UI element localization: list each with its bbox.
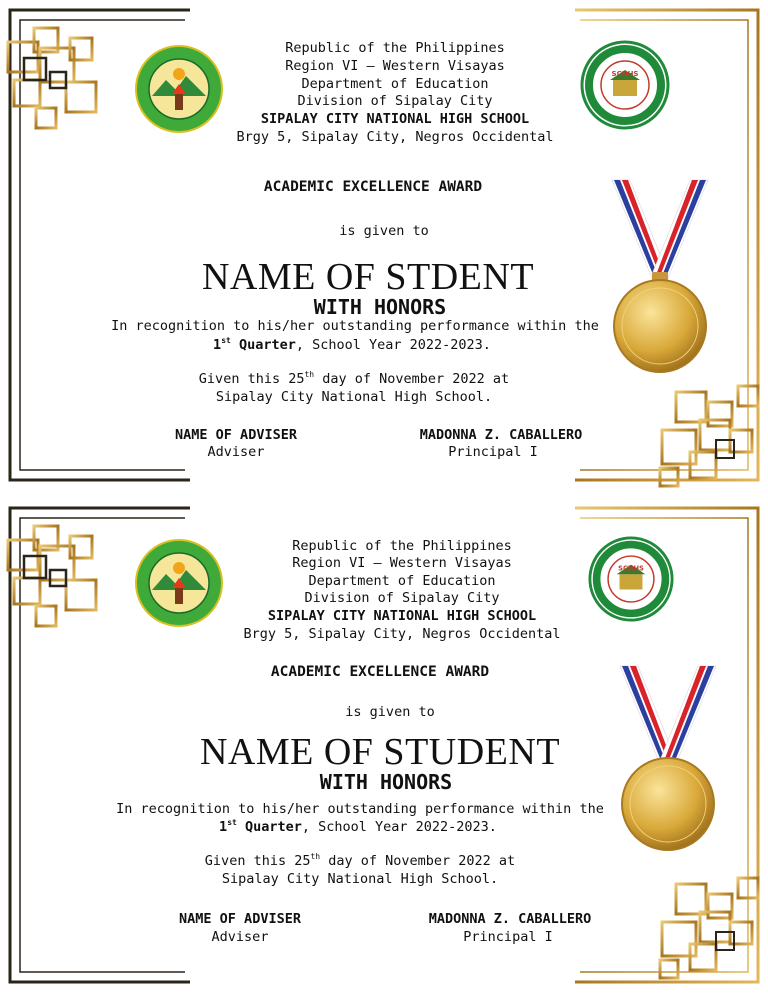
given-place: Sipalay City National High School. bbox=[215, 389, 493, 405]
quarter-number: 1 bbox=[219, 819, 228, 835]
principal-role: Principal I bbox=[463, 929, 553, 945]
school-seal-icon bbox=[588, 536, 674, 622]
header-department: Department of Education bbox=[301, 76, 489, 92]
principal-role: Principal I bbox=[448, 444, 538, 460]
given-date-line bbox=[205, 853, 515, 870]
principal-name: MADONNA Z. CABALLERO bbox=[428, 911, 592, 927]
given-date-rest: day of November 2022 at bbox=[314, 371, 510, 387]
honor-title: WITH HONORS bbox=[313, 295, 447, 319]
adviser-role: Adviser bbox=[211, 929, 269, 945]
school-seal-abbr: SCNHS bbox=[611, 70, 639, 78]
header-division: Division of Sipalay City bbox=[297, 93, 493, 109]
quarter-word: Quarter bbox=[238, 337, 296, 353]
award-title: ACADEMIC EXCELLENCE AWARD bbox=[270, 664, 490, 680]
school-seal-abbr: SCNHS bbox=[618, 564, 644, 573]
header-region: Region VI – Western Visayas bbox=[292, 555, 512, 571]
adviser-name: NAME OF ADVISER bbox=[175, 427, 297, 443]
student-name: NAME OF STUDENT bbox=[199, 731, 561, 773]
gold-medal-icon bbox=[616, 664, 720, 860]
given-place: Sipalay City National High School. bbox=[221, 871, 499, 887]
recognition-line: In recognition to his/her outstanding performance within the bbox=[116, 801, 604, 817]
quarter-word: Quarter bbox=[244, 819, 302, 835]
adviser-role: Adviser bbox=[207, 444, 265, 460]
header-department: Department of Education bbox=[308, 573, 496, 589]
division-seal-icon bbox=[134, 44, 224, 134]
given-date-suffix: th bbox=[310, 851, 321, 861]
given-date-prefix: Given this 25 bbox=[198, 371, 305, 387]
header-address: Brgy 5, Sipalay City, Negros Occidental bbox=[243, 626, 561, 642]
school-year-text: , School Year 2022-2023. bbox=[295, 337, 491, 353]
header-address: Brgy 5, Sipalay City, Negros Occidental bbox=[236, 129, 554, 145]
header-republic: Republic of the Philippines bbox=[285, 40, 505, 56]
student-name: NAME OF STDENT bbox=[201, 256, 535, 298]
given-to-text: is given to bbox=[345, 704, 435, 720]
quarter-suffix: st bbox=[221, 335, 231, 345]
quarter-suffix: st bbox=[227, 817, 237, 827]
certificate-2 bbox=[0, 498, 768, 994]
header-school-name: SIPALAY CITY NATIONAL HIGH SCHOOL bbox=[267, 608, 537, 624]
school-seal-icon bbox=[580, 40, 670, 130]
header-republic: Republic of the Philippines bbox=[292, 538, 512, 554]
given-date-prefix: Given this 25 bbox=[204, 853, 311, 869]
quarter-number: 1 bbox=[213, 337, 222, 353]
given-to-text: is given to bbox=[339, 223, 429, 239]
given-date-line bbox=[199, 371, 509, 388]
principal-name: MADONNA Z. CABALLERO bbox=[419, 427, 583, 443]
given-date-suffix: th bbox=[304, 369, 315, 379]
school-year-text: , School Year 2022-2023. bbox=[301, 819, 497, 835]
recognition-line: In recognition to his/her outstanding performance within the bbox=[111, 318, 599, 334]
award-title: ACADEMIC EXCELLENCE AWARD bbox=[263, 179, 483, 195]
quarter-line bbox=[219, 819, 497, 836]
given-date-rest: day of November 2022 at bbox=[320, 853, 516, 869]
quarter-line bbox=[213, 337, 491, 354]
adviser-name: NAME OF ADVISER bbox=[179, 911, 301, 927]
certificate-1 bbox=[0, 0, 768, 490]
gold-medal-icon bbox=[608, 178, 712, 374]
header-division: Division of Sipalay City bbox=[304, 590, 500, 606]
header-school-name: SIPALAY CITY NATIONAL HIGH SCHOOL bbox=[260, 111, 530, 127]
header-region: Region VI – Western Visayas bbox=[285, 58, 505, 74]
division-seal-icon bbox=[134, 538, 224, 628]
honor-title: WITH HONORS bbox=[319, 770, 453, 794]
